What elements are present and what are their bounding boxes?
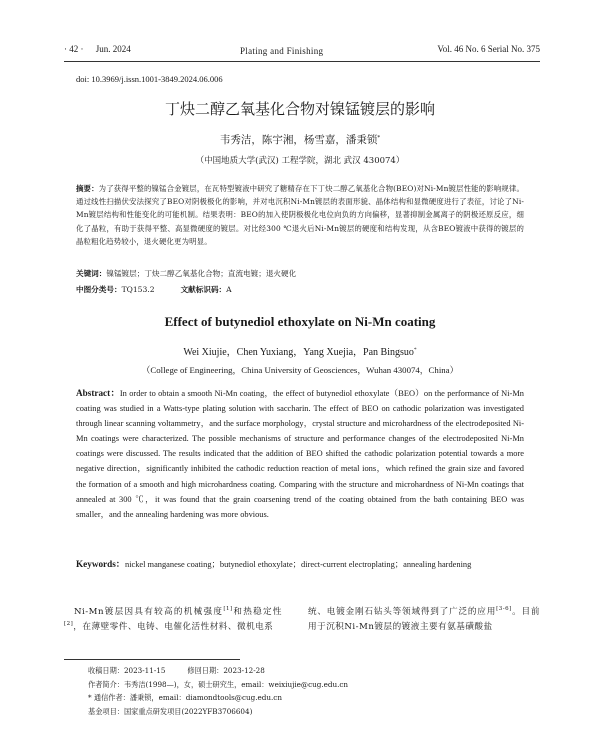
- doc-code-label: 文献标识码：: [180, 285, 227, 294]
- body-column-left: [64, 605, 282, 635]
- corresponding-author: 潘秉锁，email：diamondtools@cug.edu.cn: [129, 693, 282, 702]
- body-left-text-c: ，在薄壁零件、电铸、电催化活性材料、微机电系: [73, 622, 274, 632]
- classification-line: [76, 284, 524, 295]
- chinese-abstract: [76, 182, 524, 248]
- class-label: 中图分类号：: [76, 285, 122, 294]
- english-abstract-text: In order to obtain a smooth Ni-Mn coating，the effect of butynediol ethoxylate（BEO）on the performance of Ni-Mn coating was studied in a Watts-type plating solution with saccharin. The effect of BEO on cathodic polarization was investigated through linear scanning voltammetry，and the surface morphology，crystal structure and microhardness of the electrodeposited Ni-Mn coatings were characterized. The possible mechanisms of structure and performance changes of the electrodeposited Ni-Mn coatings were discussed. The results indicated that the addition of BEO shifted the cathodic polarization potential towards a more negative direction，significantly inhibited the cathodic reduction reaction of metal ions，which refined the grain size and favored the formation of a smooth and high microhardness coating. Comparing with the structure and microhardness of Ni-Mn coatings that annealed at 300 ℃，it was found that the grain coarsening trend of the coating obtained from the bath containing BEO was smaller，and the annealing hardening was more obvious.: [76, 389, 524, 519]
- journal-name: Plating and Finishing: [240, 46, 324, 56]
- page-number: · 42 ·: [64, 44, 84, 54]
- fund-label: 基金项目：: [88, 706, 124, 716]
- english-affiliation: （College of Engineering，China University of Geosciences，Wuhan 430074，China）: [141, 365, 459, 375]
- english-abstract: [76, 386, 524, 522]
- english-keywords: [76, 557, 524, 572]
- header-left: [64, 44, 141, 54]
- footnotes: [88, 664, 348, 718]
- running-header: [64, 0, 540, 60]
- author-bio-label: 作者简介：: [88, 679, 124, 689]
- chinese-author-names: 韦秀洁，陈宇湘，杨雪嘉，潘秉锁: [219, 134, 378, 146]
- author-bio: 韦秀洁(1998—)，女，硕士研究生，email：weixiujie@cug.edu.cn: [123, 679, 349, 689]
- body-left-text-a: Ni-Mn镀层因具有较高的机械强度: [74, 607, 224, 617]
- volume-info: Vol. 46 No. 6 Serial No. 375: [437, 44, 540, 54]
- body-right-text-a: 统、电镀金刚石钻头等领域得到了广泛的应用: [308, 607, 497, 617]
- issue-date: Jun. 2024: [95, 44, 131, 54]
- body-column-right: [308, 605, 540, 635]
- english-keywords-text: nickel manganese coating；butynediol ethoxylate；direct-current electroplating；annealing hardening: [125, 560, 472, 569]
- chinese-keywords-label: 关键词：: [76, 269, 107, 278]
- citation-1[interactable]: [1]: [223, 606, 233, 612]
- received-label: 收稿日期：: [88, 666, 124, 675]
- fund-info: 国家重点研发项目(2022YFB3706604): [123, 706, 253, 716]
- revised-label: 修回日期：: [187, 666, 224, 675]
- header-rule: [64, 61, 540, 62]
- doc-code-value: A: [226, 285, 232, 294]
- english-abstract-label: Abstract：: [76, 388, 120, 398]
- dates-line: [88, 664, 348, 678]
- citation-2[interactable]: [2]: [64, 621, 74, 627]
- chinese-affiliation: （中国地质大学(武汉) 工程学院，湖北 武汉 430074）: [195, 156, 405, 166]
- english-title: Effect of butynediol ethoxylate on Ni-Mn coating: [164, 314, 436, 329]
- english-corresponding-mark: *: [413, 347, 417, 353]
- body-left-text-b: 和热稳定性: [232, 607, 282, 617]
- citation-3-6[interactable]: [3-6]: [496, 606, 512, 612]
- chinese-keywords-text: 镍锰镀层；丁炔二醇乙氧基化合物；直流电镀；退火硬化: [106, 269, 297, 278]
- chinese-keywords: [76, 268, 524, 279]
- body-right-text-b: 。目前用于沉积Ni-Mn镀层的镀液主要有氨基磺酸盐: [308, 607, 540, 632]
- corresponding-line: [88, 691, 348, 705]
- class-value: TQ153.2: [121, 285, 155, 294]
- english-keywords-label: Keywords：: [76, 559, 125, 569]
- chinese-title: 丁炔二醇乙氧基化合物对镍锰镀层的影响: [164, 100, 435, 118]
- chinese-abstract-label: 摘要：: [76, 184, 99, 193]
- fund-line: [88, 705, 348, 719]
- doi-line: doi: 10.3969/j.issn.1001-3849.2024.06.006: [76, 74, 223, 84]
- author-bio-line: [88, 678, 348, 692]
- chinese-abstract-text: 为了获得平整的镍锰合金镀层，在瓦特型镀液中研究了糖精存在下丁炔二醇乙氧基化合物(BEO)对Ni-Mn镀层性能的影响规律。通过线性扫描伏安法探究了BEO对阴极极化的影响，并对电沉积Ni-Mn镀层的表面形貌、晶体结构和显微硬度进行了表征，讨论了Ni-Mn镀层结构和性能变化的可能机制。结果表明：BEO的加入使阴极极化电位向负的方向偏移，显著抑制金属离子的阴极还原反应，细化了晶粒，有助于获得平整、高显微硬度的镀层。对比经300 ℃退火后Ni-Mn镀层的硬度和结构发现，从含BEO镀液中获得的镀层的晶粒粗化趋势较小，退火硬化更为明显。: [76, 184, 525, 246]
- english-author-names: Wei Xiujie，Chen Yuxiang，Yang Xuejia，Pan Bingsuo: [183, 347, 414, 358]
- received-date: 2023-11-15: [123, 666, 166, 675]
- corresponding-mark: *: [377, 135, 381, 141]
- revised-date: 2023-12-28: [223, 666, 265, 675]
- chinese-authors: [0, 132, 600, 147]
- corresponding-label: * 通信作者：: [88, 693, 130, 702]
- footnote-rule: [64, 659, 240, 660]
- english-authors: [0, 343, 600, 358]
